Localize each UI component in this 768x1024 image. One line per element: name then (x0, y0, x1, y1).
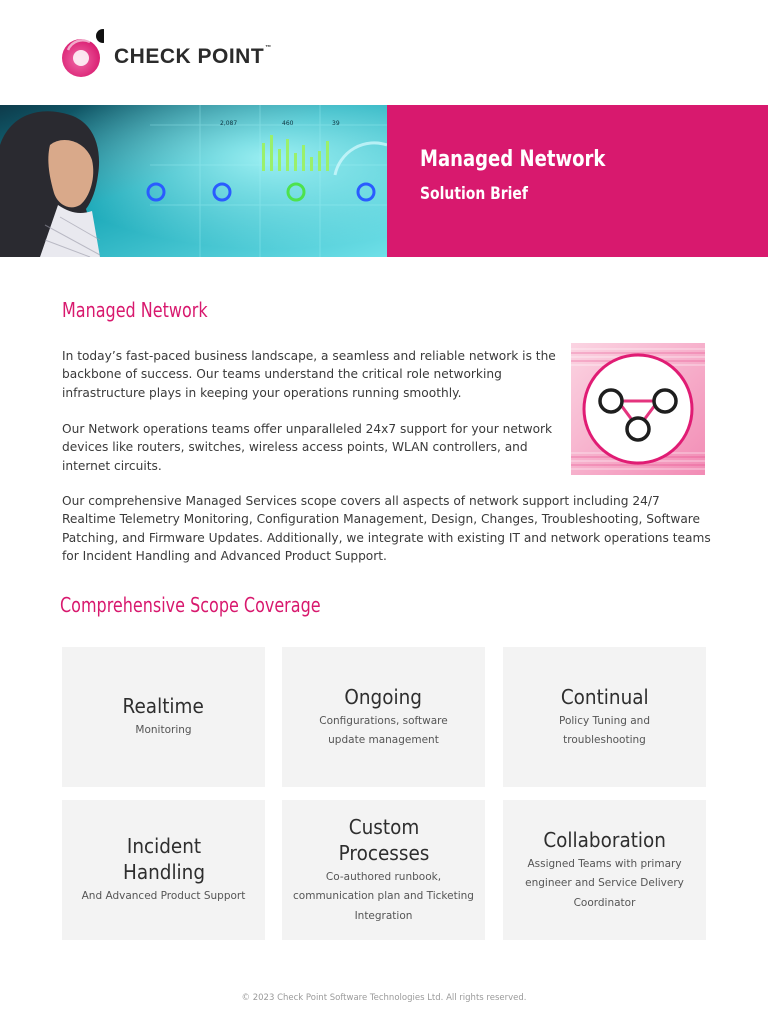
hero (0, 105, 768, 257)
card-title: Ongoing (344, 684, 423, 709)
brand-logo (60, 28, 272, 80)
card-desc: Monitoring (135, 724, 192, 737)
brand-name: CHECK POINT™ (114, 45, 272, 68)
card-desc: Policy Tuning and troubleshooting (559, 714, 650, 746)
card-desc: Assigned Teams with primary engineer and Service Delivery Coordinator (525, 857, 684, 909)
card-incident-handling (62, 800, 265, 940)
card-continual (503, 647, 706, 787)
card-desc: Co-authored runbook, communication plan and Ticketing Integration (293, 870, 474, 922)
svg-text:460: 460 (282, 120, 294, 127)
network-circle-icon (584, 355, 692, 463)
card-title: Continual (560, 684, 649, 709)
paragraph-support: Our Network operations teams offer unparalleled 24x7 support for your network devices like routers, switches, wireless access points, WLAN controllers, and internet circuits. (62, 422, 553, 473)
card-title: Collaboration (543, 827, 666, 852)
paragraph-intro: In today’s fast-paced business landscape, a seamless and reliable network is the backbone of success. Our teams understand the critical role networking infrastructure plays in keeping your operations running smoothly. (62, 349, 556, 400)
card-title: Custom Processes (338, 814, 429, 865)
card-realtime (62, 647, 265, 787)
card-custom-processes (282, 800, 485, 940)
card-desc: And Advanced Product Support (81, 890, 246, 903)
hero-banner (387, 105, 768, 257)
hero-photo (0, 105, 387, 257)
section-title-managed-network: Managed Network (62, 298, 208, 322)
card-title: Realtime (122, 694, 205, 719)
paragraph-scope: Our comprehensive Managed Services scope covers all aspects of network support including 24/7 Realtime Telemetry Monitoring, Configuration Management, Design, Changes, Troubleshooting, Software Patching, and Firmware Updates. Additionally, we integrate with existing IT and network operations teams for Incident Handling and Advanced Product Support. (62, 494, 711, 563)
svg-text:39: 39 (332, 120, 340, 127)
card-collaboration (503, 800, 706, 940)
check-point-logo-icon (60, 28, 104, 80)
footer-copyright: © 2023 Check Point Software Technologies Ltd. All rights reserved. (241, 993, 527, 1003)
hero-title: Managed Network (420, 147, 606, 172)
card-title: Incident Handling (122, 834, 205, 885)
svg-text:2,087: 2,087 (220, 120, 238, 127)
card-desc: Configurations, software update management (319, 714, 448, 746)
card-ongoing (282, 647, 485, 787)
hero-subtitle: Solution Brief (420, 184, 528, 204)
network-feature-image (571, 343, 705, 475)
section-title-scope-coverage: Comprehensive Scope Coverage (60, 593, 321, 617)
